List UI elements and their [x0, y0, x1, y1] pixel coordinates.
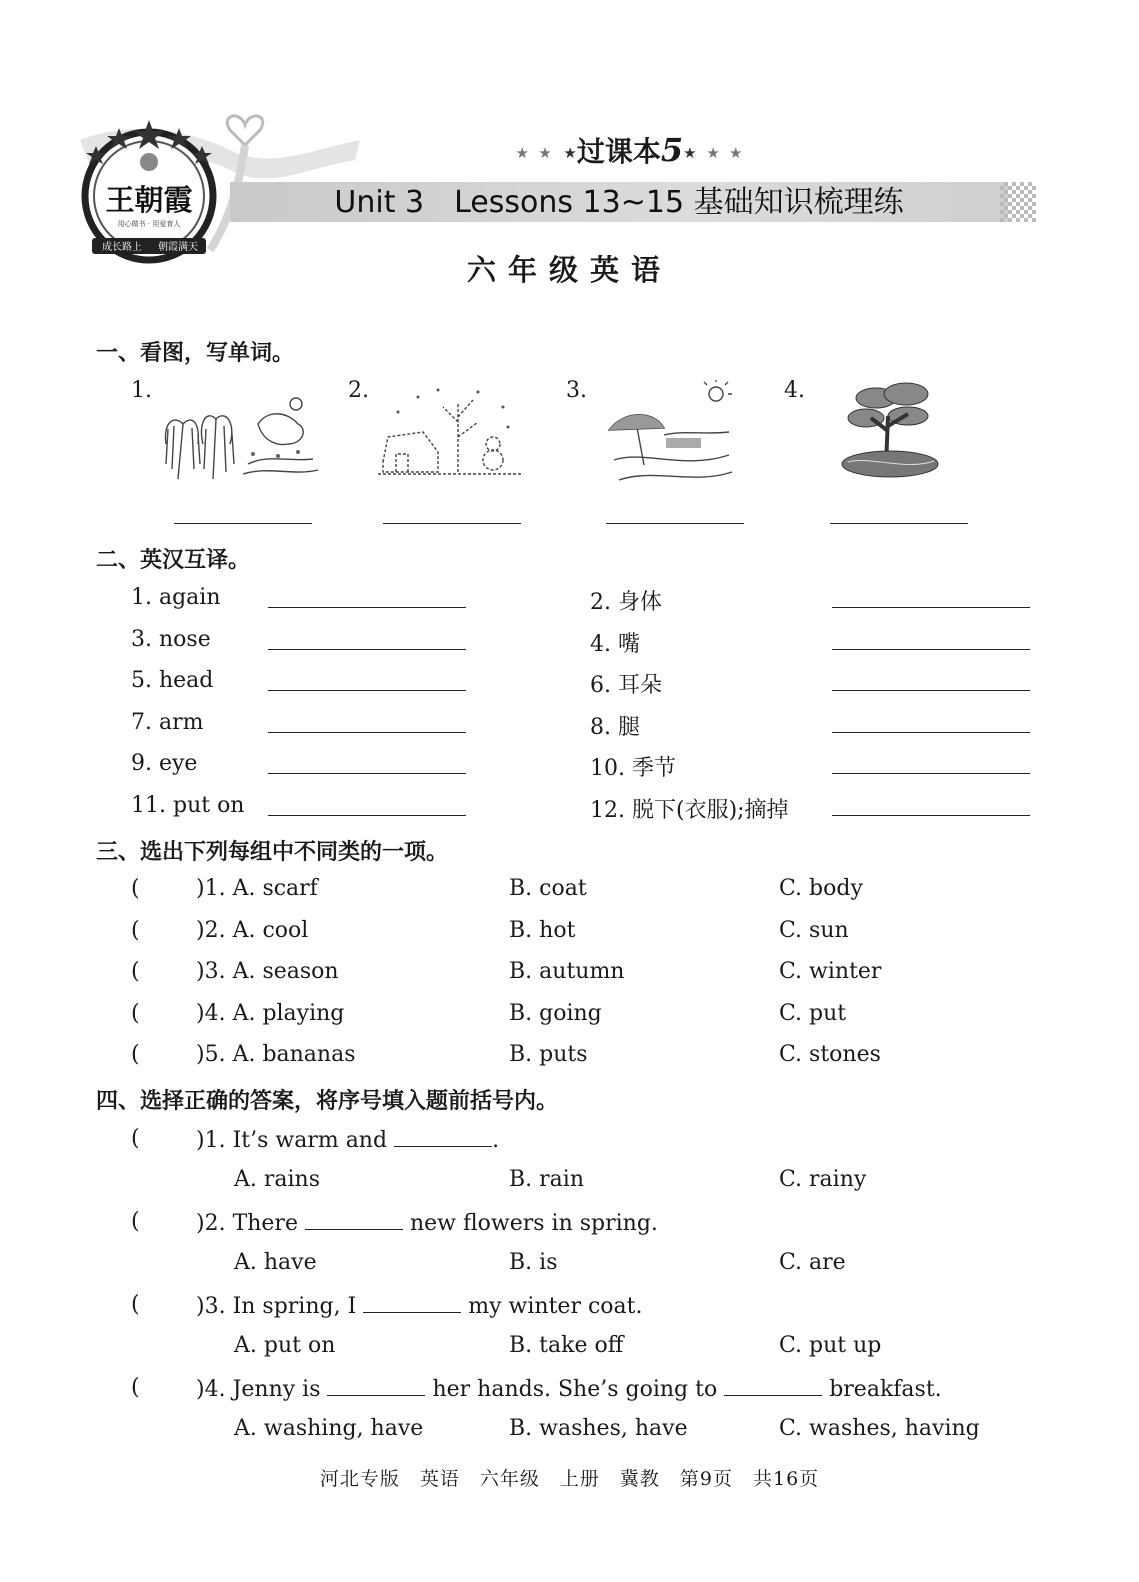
svg-text:朝霞满天: 朝霞满天	[158, 242, 198, 253]
question-text: )4. Jenny is her hands. She’s going to breakfast.	[196, 1377, 942, 1402]
question-text: )4. A. playing	[196, 1001, 345, 1026]
logo-text: 王朝霞	[105, 183, 193, 217]
answer-line[interactable]	[832, 649, 1030, 650]
answer-bracket[interactable]: (	[131, 1209, 140, 1234]
answer-line[interactable]	[383, 523, 521, 524]
question-text: )1. It’s warm and .	[196, 1128, 500, 1153]
publisher-logo	[74, 118, 224, 268]
answer-line[interactable]	[268, 607, 466, 608]
blank[interactable]	[305, 1209, 403, 1230]
answer-bracket[interactable]: (	[131, 918, 140, 943]
answer-bracket[interactable]: (	[131, 876, 140, 901]
blank[interactable]	[327, 1375, 425, 1396]
part1-heading: 一、看图，写单词。	[96, 341, 295, 366]
option-c: C. put	[779, 1001, 847, 1026]
option-c: C. rainy	[779, 1167, 867, 1192]
option-b: B. rain	[509, 1167, 584, 1192]
answer-bracket[interactable]: (	[131, 959, 140, 984]
answer-line[interactable]	[268, 732, 466, 733]
answer-line[interactable]	[832, 773, 1030, 774]
answer-line[interactable]	[832, 607, 1030, 608]
page-footer: 河北专版 英语 六年级 上册 冀教 第9页 共16页	[319, 1468, 820, 1490]
translate-item: 10. 季节	[590, 756, 676, 781]
option-b: B. hot	[509, 918, 576, 943]
answer-line[interactable]	[832, 690, 1030, 691]
translate-item: 3. nose	[131, 627, 211, 652]
translate-item: 11. put on	[131, 793, 245, 818]
question-text: )1. A. scarf	[196, 876, 318, 901]
spring-trees-icon	[158, 384, 320, 484]
answer-bracket[interactable]: (	[131, 1292, 140, 1317]
answer-bracket[interactable]: (	[131, 1126, 140, 1151]
autumn-tree-icon	[836, 376, 944, 480]
part2-heading: 二、英汉互译。	[96, 548, 251, 573]
option-a: A. rains	[234, 1167, 321, 1192]
answer-line[interactable]	[832, 815, 1030, 816]
option-c: C. washes, having	[779, 1416, 980, 1441]
svg-text:用心做书 · 用爱育人: 用心做书 · 用爱育人	[117, 220, 181, 228]
translate-item: 4. 嘴	[590, 632, 640, 657]
part4-heading: 四、选择正确的答案，将序号填入题前括号内。	[96, 1089, 559, 1114]
blank[interactable]	[394, 1126, 492, 1147]
option-b: B. autumn	[509, 959, 625, 984]
picture-number: 3.	[566, 378, 587, 403]
winter-house-icon	[378, 382, 522, 482]
question-text: )3. In spring, I my winter coat.	[196, 1294, 643, 1319]
translate-item: 1. again	[131, 585, 221, 610]
answer-bracket[interactable]: (	[131, 1001, 140, 1026]
answer-line[interactable]	[268, 690, 466, 691]
picture-number: 2.	[348, 378, 369, 403]
option-b: B. take off	[509, 1333, 624, 1358]
answer-line[interactable]	[268, 815, 466, 816]
option-b: B. puts	[509, 1042, 588, 1067]
page-title: Unit 3 Lessons 13~15 基础知识梳理练	[334, 185, 904, 220]
option-b: B. going	[509, 1001, 602, 1026]
option-c: C. winter	[779, 959, 882, 984]
answer-bracket[interactable]: (	[131, 1375, 140, 1400]
picture-number: 4.	[784, 378, 805, 403]
question-text: )2. A. cool	[196, 918, 309, 943]
option-a: A. washing, have	[234, 1416, 424, 1441]
part3-heading: 三、选出下列每组中不同类的一项。	[96, 840, 449, 865]
blank[interactable]	[724, 1375, 822, 1396]
option-c: C. body	[779, 876, 863, 901]
svg-text:成长路上: 成长路上	[102, 242, 142, 253]
blank[interactable]	[363, 1292, 461, 1313]
question-text: )3. A. season	[196, 959, 339, 984]
question-text: )5. A. bananas	[196, 1042, 356, 1067]
translate-item: 9. eye	[131, 751, 198, 776]
page-subtitle: 六年级英语	[466, 253, 672, 287]
option-b: B. coat	[509, 876, 587, 901]
answer-line[interactable]	[174, 523, 312, 524]
translate-item: 5. head	[131, 668, 214, 693]
translate-item: 12. 脱下(衣服);摘掉	[590, 798, 789, 823]
translate-item: 6. 耳朵	[590, 673, 662, 698]
option-c: C. put up	[779, 1333, 882, 1358]
question-text: )2. There new flowers in spring.	[196, 1211, 658, 1236]
answer-line[interactable]	[268, 649, 466, 650]
option-b: B. washes, have	[509, 1416, 688, 1441]
answer-line[interactable]	[830, 523, 968, 524]
section-kicker: ★ ★ ★过课本5★ ★ ★	[515, 131, 745, 169]
answer-line[interactable]	[606, 523, 744, 524]
option-a: A. put on	[234, 1333, 336, 1358]
answer-line[interactable]	[268, 773, 466, 774]
answer-line[interactable]	[832, 732, 1030, 733]
option-c: C. sun	[779, 918, 849, 943]
translate-item: 8. 腿	[590, 715, 640, 740]
option-a: A. have	[234, 1250, 317, 1275]
translate-item: 7. arm	[131, 710, 204, 735]
summer-beach-icon	[604, 380, 734, 488]
answer-bracket[interactable]: (	[131, 1042, 140, 1067]
option-b: B. is	[509, 1250, 558, 1275]
option-c: C. are	[779, 1250, 846, 1275]
translate-item: 2. 身体	[590, 590, 662, 615]
picture-number: 1.	[131, 378, 152, 403]
option-c: C. stones	[779, 1042, 881, 1067]
